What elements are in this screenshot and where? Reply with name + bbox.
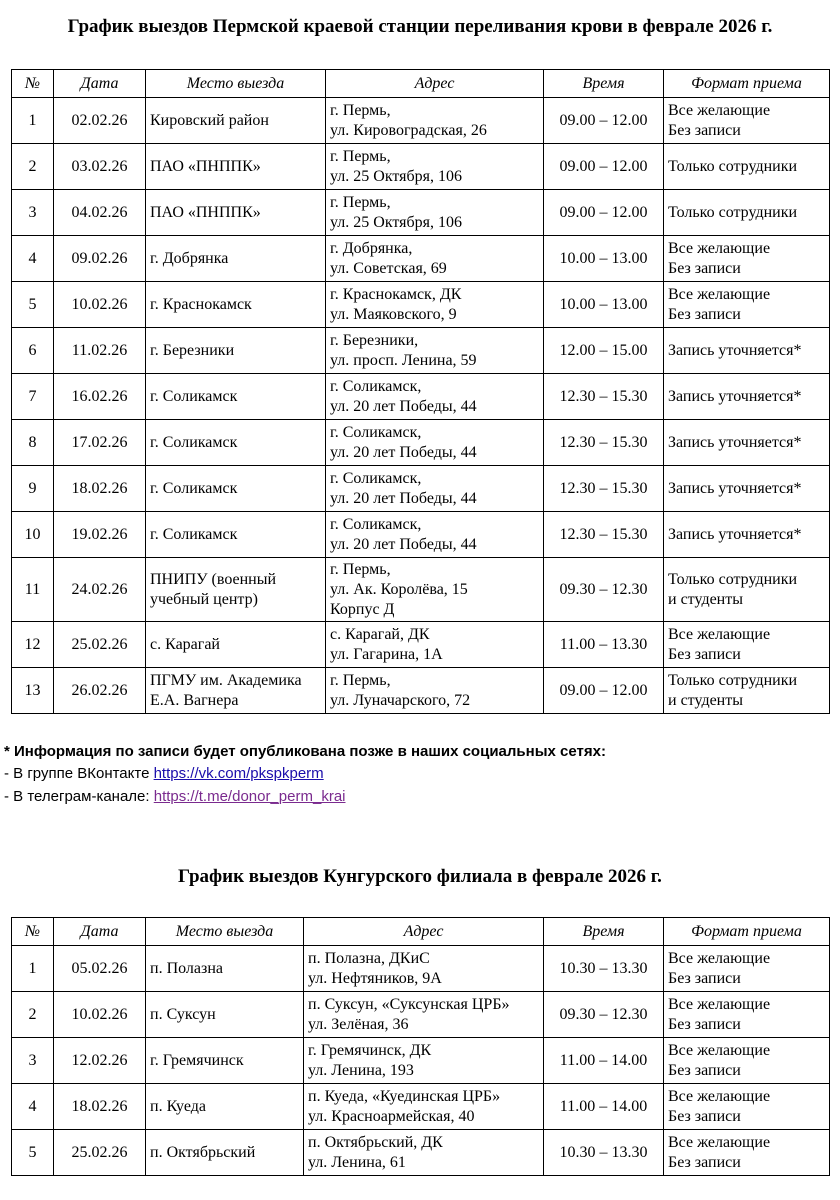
col-header-format: Формат приема bbox=[664, 70, 830, 98]
cell-address: г. Пермь, ул. Луначарского, 72 bbox=[326, 668, 544, 714]
kungur-schedule-title: График выездов Кунгурского филиала в феврале 2026 г. bbox=[178, 866, 662, 887]
cell-time: 09.00 – 12.00 bbox=[544, 144, 664, 190]
col-header-format: Формат приема bbox=[664, 918, 830, 946]
table-row bbox=[12, 374, 830, 420]
cell-address: г. Соликамск, ул. 20 лет Победы, 44 bbox=[326, 512, 544, 558]
cell-date: 19.02.26 bbox=[54, 512, 146, 558]
cell-place: ПАО «ПНППК» bbox=[146, 144, 326, 190]
cell-place: п. Куеда bbox=[146, 1084, 304, 1130]
cell-format: Запись уточняется* bbox=[664, 512, 830, 558]
table-row bbox=[12, 236, 830, 282]
cell-num: 8 bbox=[12, 420, 54, 466]
cell-place: с. Карагай bbox=[146, 622, 326, 668]
cell-place: ПАО «ПНППК» bbox=[146, 190, 326, 236]
cell-num: 6 bbox=[12, 328, 54, 374]
cell-format: Все желающие Без записи bbox=[664, 1038, 830, 1084]
cell-num: 2 bbox=[12, 144, 54, 190]
table-row bbox=[12, 466, 830, 512]
table-row bbox=[12, 668, 830, 714]
cell-address: г. Краснокамск, ДК ул. Маяковского, 9 bbox=[326, 282, 544, 328]
cell-date: 05.02.26 bbox=[54, 946, 146, 992]
cell-address: г. Соликамск, ул. 20 лет Победы, 44 bbox=[326, 466, 544, 512]
col-header-num: № bbox=[12, 918, 54, 946]
cell-address: г. Пермь, ул. Кировоградская, 26 bbox=[326, 98, 544, 144]
note-vk-prefix: - В группе ВКонтакте bbox=[4, 765, 154, 782]
cell-time: 09.30 – 12.30 bbox=[544, 558, 664, 622]
cell-time: 09.00 – 12.00 bbox=[544, 668, 664, 714]
cell-date: 12.02.26 bbox=[54, 1038, 146, 1084]
cell-date: 04.02.26 bbox=[54, 190, 146, 236]
cell-num: 12 bbox=[12, 622, 54, 668]
cell-format: Все желающие Без записи bbox=[664, 236, 830, 282]
cell-time: 09.30 – 12.30 bbox=[544, 992, 664, 1038]
cell-date: 24.02.26 bbox=[54, 558, 146, 622]
cell-num: 4 bbox=[12, 236, 54, 282]
cell-address: п. Куеда, «Куединская ЦРБ» ул. Красноармейская, 40 bbox=[304, 1084, 544, 1130]
cell-num: 2 bbox=[12, 992, 54, 1038]
table-header-row bbox=[12, 918, 830, 946]
cell-place: п. Суксун bbox=[146, 992, 304, 1038]
cell-date: 10.02.26 bbox=[54, 992, 146, 1038]
cell-num: 4 bbox=[12, 1084, 54, 1130]
cell-place: г. Соликамск bbox=[146, 512, 326, 558]
cell-format: Все желающие Без записи bbox=[664, 282, 830, 328]
cell-num: 1 bbox=[12, 98, 54, 144]
cell-address: г. Пермь, ул. 25 Октября, 106 bbox=[326, 144, 544, 190]
cell-num: 11 bbox=[12, 558, 54, 622]
cell-address: г. Пермь, ул. 25 Октября, 106 bbox=[326, 190, 544, 236]
cell-address: г. Березники, ул. просп. Ленина, 59 bbox=[326, 328, 544, 374]
cell-time: 12.30 – 15.30 bbox=[544, 466, 664, 512]
cell-num: 5 bbox=[12, 1130, 54, 1176]
cell-time: 09.00 – 12.00 bbox=[544, 190, 664, 236]
cell-address: г. Гремячинск, ДК ул. Ленина, 193 bbox=[304, 1038, 544, 1084]
main-schedule-table bbox=[11, 69, 830, 714]
cell-num: 7 bbox=[12, 374, 54, 420]
table-row bbox=[12, 992, 830, 1038]
cell-place: г. Соликамск bbox=[146, 466, 326, 512]
cell-place: г. Добрянка bbox=[146, 236, 326, 282]
note-vk-line bbox=[4, 763, 324, 785]
cell-time: 12.30 – 15.30 bbox=[544, 512, 664, 558]
cell-num: 3 bbox=[12, 190, 54, 236]
cell-date: 03.02.26 bbox=[54, 144, 146, 190]
cell-address: п. Суксун, «Суксунская ЦРБ» ул. Зелёная, 36 bbox=[304, 992, 544, 1038]
table-row bbox=[12, 190, 830, 236]
cell-time: 11.00 – 14.00 bbox=[544, 1038, 664, 1084]
cell-date: 10.02.26 bbox=[54, 282, 146, 328]
col-header-place: Место выезда bbox=[146, 70, 326, 98]
cell-date: 18.02.26 bbox=[54, 1084, 146, 1130]
cell-format: Только сотрудники и студенты bbox=[664, 668, 830, 714]
cell-time: 10.30 – 13.30 bbox=[544, 1130, 664, 1176]
cell-num: 3 bbox=[12, 1038, 54, 1084]
cell-format: Все желающие Без записи bbox=[664, 98, 830, 144]
cell-address: г. Соликамск, ул. 20 лет Победы, 44 bbox=[326, 374, 544, 420]
table-row bbox=[12, 622, 830, 668]
vk-link[interactable]: https://vk.com/pkspkperm bbox=[153, 765, 324, 782]
cell-format: Только сотрудники и студенты bbox=[664, 558, 830, 622]
cell-num: 5 bbox=[12, 282, 54, 328]
table-row bbox=[12, 420, 830, 466]
cell-format: Запись уточняется* bbox=[664, 420, 830, 466]
note-heading: * Информация по записи будет опубликована позже в наших социальных сетях: bbox=[4, 743, 606, 760]
cell-place: ПНИПУ (военный учебный центр) bbox=[146, 558, 326, 622]
cell-place: г. Березники bbox=[146, 328, 326, 374]
cell-date: 11.02.26 bbox=[54, 328, 146, 374]
col-header-date: Дата bbox=[54, 70, 146, 98]
cell-place: п. Октябрьский bbox=[146, 1130, 304, 1176]
col-header-date: Дата bbox=[54, 918, 146, 946]
cell-time: 12.30 – 15.30 bbox=[544, 374, 664, 420]
cell-format: Все желающие Без записи bbox=[664, 622, 830, 668]
cell-address: п. Октябрьский, ДК ул. Ленина, 61 bbox=[304, 1130, 544, 1176]
cell-time: 10.00 – 13.00 bbox=[544, 282, 664, 328]
cell-format: Все желающие Без записи bbox=[664, 1084, 830, 1130]
cell-time: 11.00 – 14.00 bbox=[544, 1084, 664, 1130]
cell-format: Запись уточняется* bbox=[664, 466, 830, 512]
cell-format: Все желающие Без записи bbox=[664, 992, 830, 1038]
col-header-address: Адрес bbox=[304, 918, 544, 946]
cell-time: 10.30 – 13.30 bbox=[544, 946, 664, 992]
cell-date: 18.02.26 bbox=[54, 466, 146, 512]
table-row bbox=[12, 328, 830, 374]
cell-place: г. Соликамск bbox=[146, 420, 326, 466]
cell-date: 25.02.26 bbox=[54, 1130, 146, 1176]
col-header-num: № bbox=[12, 70, 54, 98]
cell-format: Только сотрудники bbox=[664, 190, 830, 236]
cell-date: 16.02.26 bbox=[54, 374, 146, 420]
table-row bbox=[12, 1084, 830, 1130]
main-schedule-title: График выездов Пермской краевой станции переливания крови в феврале 2026 г. bbox=[67, 16, 773, 37]
col-header-time: Время bbox=[544, 70, 664, 98]
table-row bbox=[12, 558, 830, 622]
cell-format: Запись уточняется* bbox=[664, 374, 830, 420]
table-row bbox=[12, 946, 830, 992]
table-row bbox=[12, 282, 830, 328]
note-telegram-prefix: - В телеграм-канале: bbox=[4, 788, 154, 805]
cell-time: 11.00 – 13.30 bbox=[544, 622, 664, 668]
cell-time: 12.00 – 15.00 bbox=[544, 328, 664, 374]
cell-place: г. Соликамск bbox=[146, 374, 326, 420]
table-row bbox=[12, 144, 830, 190]
cell-place: г. Краснокамск bbox=[146, 282, 326, 328]
cell-format: Только сотрудники bbox=[664, 144, 830, 190]
cell-num: 9 bbox=[12, 466, 54, 512]
cell-address: г. Пермь, ул. Ак. Королёва, 15 Корпус Д bbox=[326, 558, 544, 622]
cell-place: п. Полазна bbox=[146, 946, 304, 992]
cell-place: г. Гремячинск bbox=[146, 1038, 304, 1084]
cell-num: 13 bbox=[12, 668, 54, 714]
cell-num: 1 bbox=[12, 946, 54, 992]
cell-address: г. Добрянка, ул. Советская, 69 bbox=[326, 236, 544, 282]
cell-date: 26.02.26 bbox=[54, 668, 146, 714]
cell-format: Запись уточняется* bbox=[664, 328, 830, 374]
cell-date: 02.02.26 bbox=[54, 98, 146, 144]
cell-format: Все желающие Без записи bbox=[664, 1130, 830, 1176]
col-header-time: Время bbox=[544, 918, 664, 946]
col-header-place: Место выезда bbox=[146, 918, 304, 946]
table-header-row bbox=[12, 70, 830, 98]
cell-date: 25.02.26 bbox=[54, 622, 146, 668]
table-row bbox=[12, 1130, 830, 1176]
cell-date: 09.02.26 bbox=[54, 236, 146, 282]
cell-address: с. Карагай, ДК ул. Гагарина, 1А bbox=[326, 622, 544, 668]
note-telegram-line bbox=[4, 786, 346, 808]
cell-time: 09.00 – 12.00 bbox=[544, 98, 664, 144]
table-row bbox=[12, 98, 830, 144]
kungur-schedule-table bbox=[11, 917, 830, 1176]
cell-address: г. Соликамск, ул. 20 лет Победы, 44 bbox=[326, 420, 544, 466]
cell-date: 17.02.26 bbox=[54, 420, 146, 466]
cell-format: Все желающие Без записи bbox=[664, 946, 830, 992]
cell-place: Кировский район bbox=[146, 98, 326, 144]
table-row bbox=[12, 512, 830, 558]
cell-time: 12.30 – 15.30 bbox=[544, 420, 664, 466]
cell-address: п. Полазна, ДКиС ул. Нефтяников, 9А bbox=[304, 946, 544, 992]
col-header-address: Адрес bbox=[326, 70, 544, 98]
telegram-link[interactable]: https://t.me/donor_perm_krai bbox=[153, 788, 346, 805]
cell-place: ПГМУ им. Академика Е.А. Вагнера bbox=[146, 668, 326, 714]
table-row bbox=[12, 1038, 830, 1084]
cell-num: 10 bbox=[12, 512, 54, 558]
cell-time: 10.00 – 13.00 bbox=[544, 236, 664, 282]
